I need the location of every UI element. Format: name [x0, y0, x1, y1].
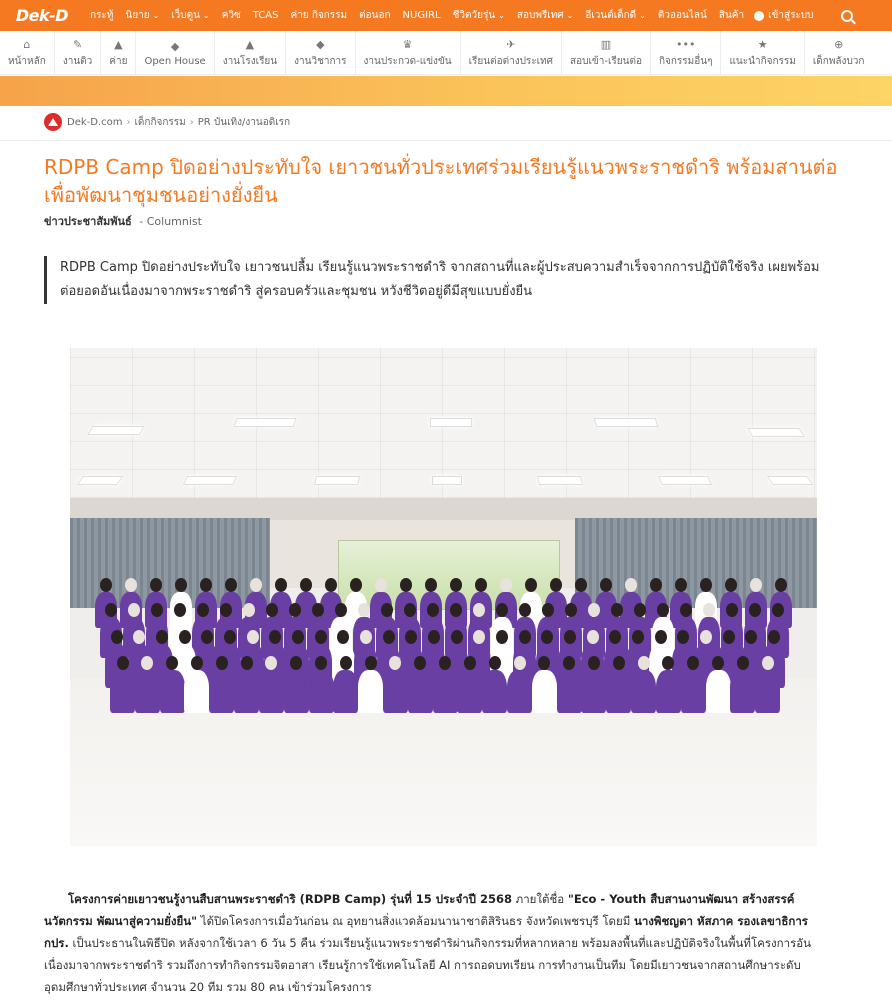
topnav-item-label: กระทู้: [90, 10, 114, 21]
photo-person-head: [400, 578, 412, 592]
topnav-item[interactable]: [165, 0, 215, 31]
photo-person-head: [111, 630, 123, 644]
photo-person: [457, 670, 482, 713]
photo-person-head: [315, 630, 327, 644]
photo-person: [433, 670, 458, 713]
graduation-cap-icon: ◆: [170, 39, 180, 53]
topnav-item[interactable]: [447, 0, 511, 31]
photo-person-head: [289, 603, 301, 617]
body-text: เป็นประธานในพิธีปิด หลังจากใช้เวลา 6 วัน 5 คืน ร่วมเรียนรู้แนวพระราชดำริผ่านกิจกรรมที่หลากหลาย พร้อมลงพื้นที่และปฏิบัติจริงในพื้นที่โครงการอันเนื่องมาจากพระราชดำริ รวมถึงการทำกิจกรรมจิตอาสา เรียนรู้การใช้เทคโนโลยี AI การถอดบทเรียน การทำงานเป็นทีม โดยมีเยาวชนจากสถานศึกษาระดับอุดมศึกษาทั่วประเทศ จำนวน 20 ทีม รวม 80 คน เข้าร่วมโครงการ: [44, 936, 812, 994]
photo-person: [333, 670, 358, 713]
photo-person: [581, 670, 606, 713]
photo-person-head: [358, 603, 370, 617]
photo-person-head: [335, 603, 347, 617]
photo-person-head: [750, 578, 762, 592]
photo-person: [681, 670, 706, 713]
photo-person-head: [489, 656, 501, 670]
chevron-down-icon: ⌄: [639, 11, 646, 20]
article-photo-group: [70, 348, 817, 846]
topnav-item-label: นิยาย: [125, 10, 150, 21]
photo-person-head: [475, 578, 487, 592]
dek-d-logo[interactable]: Dek-D: [15, 6, 69, 25]
photo-person: [656, 670, 681, 713]
photo-person-head: [383, 630, 395, 644]
photo-person: [234, 670, 259, 713]
photo-person-head: [632, 630, 644, 644]
photo-person-head: [128, 603, 140, 617]
photo-person-head: [428, 630, 440, 644]
photo-person: [358, 670, 383, 713]
photo-person-head: [634, 603, 646, 617]
photo-person-head: [675, 578, 687, 592]
photo-person-head: [381, 603, 393, 617]
photo-person-head: [625, 578, 637, 592]
photo-person-head: [725, 578, 737, 592]
photo-person-head: [550, 578, 562, 592]
photo-person: [706, 670, 731, 713]
category-nav-item[interactable]: [101, 31, 136, 75]
breadcrumb-separator: ›: [126, 116, 131, 128]
author-name-link[interactable]: ข่าวประชาสัมพันธ์: [44, 215, 132, 228]
photo-person-head: [340, 656, 352, 670]
photo-person: [532, 670, 557, 713]
category-nav-item[interactable]: [805, 31, 873, 75]
top-navigation-bar: [0, 0, 892, 31]
category-nav-label: หน้าหลัก: [8, 55, 46, 67]
category-nav-label: งานประกวด-แข่งขัน: [363, 55, 452, 67]
photo-person-head: [439, 656, 451, 670]
article-byline: [44, 212, 202, 230]
photo-person-head: [473, 603, 485, 617]
photo-person-head: [191, 656, 203, 670]
photo-person-head: [588, 603, 600, 617]
login-button[interactable]: [754, 0, 813, 31]
topnav-item[interactable]: [511, 0, 579, 31]
photo-person-head: [565, 603, 577, 617]
photo-person-head: [712, 656, 724, 670]
topnav-item-label: อีเวนต์เด็กดี: [585, 10, 637, 21]
photo-person-head: [105, 603, 117, 617]
topnav-item-label: ควิซ: [221, 10, 241, 21]
photo-person-head: [450, 603, 462, 617]
chevron-down-icon: ⌄: [498, 11, 505, 20]
topnav-item[interactable]: [84, 0, 119, 31]
topnav-item[interactable]: [652, 0, 713, 31]
article-body-paragraph: [44, 888, 834, 998]
photo-person-head: [427, 603, 439, 617]
category-nav-item[interactable]: [721, 31, 804, 75]
plus-circle-icon: ⊕: [834, 37, 844, 51]
photo-person: [284, 670, 309, 713]
breadcrumb: [44, 113, 290, 131]
photo-person-head: [117, 656, 129, 670]
article-title: RDPB Camp ปิดอย่างประทับใจ เยาวชนทั่วประเทศร่วมเรียนรู้แนวพระราชดำริ พร้อมสานต่อเพื่อพัฒนาชุมชนอย่างยั่งยืน: [44, 155, 838, 207]
photo-person: [135, 670, 160, 713]
category-nav-item[interactable]: [356, 31, 461, 75]
photo-person: [557, 670, 582, 713]
photo-person-head: [360, 630, 372, 644]
ceiling-light: [430, 418, 472, 427]
photo-person-head: [700, 578, 712, 592]
photo-person-head: [350, 578, 362, 592]
category-nav-item[interactable]: [286, 31, 355, 75]
breadcrumb-subcategory-link[interactable]: PR บันเทิง/งานอดิเรก: [197, 116, 291, 128]
photo-person-head: [241, 656, 253, 670]
photo-person-head: [300, 578, 312, 592]
photo-person-head: [525, 578, 537, 592]
topnav-item-label: NUGIRL: [402, 10, 441, 21]
topnav-item[interactable]: [353, 0, 396, 31]
photo-person-head: [519, 630, 531, 644]
photo-person-head: [496, 603, 508, 617]
photo-person-head: [680, 603, 692, 617]
photo-windows: [70, 498, 817, 520]
photo-person-head: [775, 578, 787, 592]
topnav-item[interactable]: [397, 0, 447, 31]
photo-person-head: [425, 578, 437, 592]
photo-person: [755, 670, 780, 713]
photo-person-head: [312, 603, 324, 617]
photo-person-head: [197, 603, 209, 617]
ceiling-light: [234, 418, 297, 427]
photo-person-head: [216, 656, 228, 670]
photo-person: [383, 670, 408, 713]
photo-person-head: [275, 578, 287, 592]
topnav-menu: [84, 0, 750, 31]
photo-person-head: [564, 630, 576, 644]
photo-crowd: [90, 578, 800, 713]
user-icon: [754, 11, 764, 21]
university-icon: ▥: [600, 37, 612, 51]
topnav-item-label: ค่าย กิจกรรม: [290, 10, 348, 21]
ceiling-light: [767, 476, 813, 485]
photo-person-head: [723, 630, 735, 644]
photo-person-head: [600, 578, 612, 592]
category-nav-label: งานวิชาการ: [294, 55, 347, 67]
photo-person-head: [514, 656, 526, 670]
category-nav-label: กิจกรรมอื่นๆ: [658, 55, 713, 67]
promo-banner[interactable]: [0, 76, 892, 106]
ceiling-light: [183, 476, 237, 485]
breadcrumb-home-link[interactable]: Dek-D.com: [67, 116, 123, 128]
category-nav-label: สอบเข้า-เรียนต่อ: [570, 55, 642, 67]
ceiling-light: [432, 476, 462, 485]
photo-person-head: [451, 630, 463, 644]
photo-person: [309, 670, 334, 713]
photo-person-head: [266, 603, 278, 617]
photo-person-head: [768, 630, 780, 644]
photo-person-head: [587, 630, 599, 644]
ceiling-light: [658, 476, 712, 485]
photo-person-head: [150, 578, 162, 592]
category-nav-item[interactable]: [136, 31, 214, 75]
ceiling-light: [594, 418, 659, 427]
camp-icon: ▲: [114, 37, 123, 51]
body-text: ได้ปิดโครงการเมื่อวันก่อน ณ อุทยานสิ่งแวดล้อมนานาชาติสิรินธร จังหวัดเพชรบุรี โดยมี: [197, 914, 634, 928]
photo-person: [110, 670, 135, 713]
chevron-down-icon: ⌄: [202, 11, 210, 20]
photo-person-head: [772, 603, 784, 617]
dek-d-small-logo-icon: [44, 113, 62, 131]
photo-person-head: [225, 578, 237, 592]
photo-person-head: [404, 603, 416, 617]
home-icon: ⌂: [23, 37, 31, 51]
photo-person-head: [496, 630, 508, 644]
category-nav-label: เด็กพลังบวก: [812, 55, 865, 67]
header-divider: [0, 140, 892, 141]
topnav-item[interactable]: [216, 0, 247, 31]
photo-person: [160, 670, 185, 713]
photo-person: [408, 670, 433, 713]
photo-person-head: [500, 578, 512, 592]
chevron-down-icon: ⌄: [566, 11, 574, 20]
photo-person-head: [542, 603, 554, 617]
topnav-item[interactable]: [713, 0, 750, 31]
body-bold-text: "Eco - Youth สืบสานงานพัฒนา สร้างสรรค์นวัตกรรม พัฒนาสู่ความยั่งยืน": [44, 892, 795, 928]
photo-person-head: [250, 578, 262, 592]
category-navigation: [0, 31, 892, 75]
category-nav-item[interactable]: [562, 31, 651, 75]
category-nav-item[interactable]: [651, 31, 722, 75]
teach-icon: ✎: [72, 37, 83, 51]
more-dots-icon: •••: [675, 37, 696, 51]
school-icon: ▲: [245, 37, 255, 51]
body-text: ภายใต้ชื่อ: [511, 892, 568, 906]
photo-person: [631, 670, 656, 713]
category-nav-label: Open House: [144, 55, 206, 67]
category-nav-item[interactable]: [461, 31, 562, 75]
trophy-icon: ♛: [402, 37, 413, 51]
author-role: - Columnist: [139, 215, 202, 228]
photo-person-head: [613, 656, 625, 670]
ceiling-light: [314, 476, 360, 485]
photo-person-head: [762, 656, 774, 670]
photo-person-head: [200, 578, 212, 592]
photo-person-head: [243, 603, 255, 617]
photo-person-head: [519, 603, 531, 617]
category-nav-item[interactable]: [0, 31, 55, 75]
ceiling-light: [87, 426, 144, 435]
topnav-item-label: สอบพรีเทศ: [516, 10, 564, 21]
category-nav-item[interactable]: [215, 31, 286, 75]
topnav-item-label: สินค้า: [718, 10, 745, 21]
photo-person-head: [220, 603, 232, 617]
photo-person-head: [700, 630, 712, 644]
photo-person-head: [657, 603, 669, 617]
category-nav-label: แนะนำกิจกรรม: [729, 55, 796, 67]
body-bold-text: นางพิชญดา หัสภาค รองเลขาธิการ กปร.: [44, 914, 808, 950]
chevron-down-icon: ⌄: [152, 11, 160, 20]
star-icon: ★: [757, 37, 768, 51]
photo-person: [209, 670, 234, 713]
search-button[interactable]: [822, 0, 872, 31]
photo-person-head: [464, 656, 476, 670]
photo-person-head: [224, 630, 236, 644]
photo-person-head: [156, 630, 168, 644]
academic-icon: ◆: [316, 37, 325, 51]
photo-person-head: [749, 603, 761, 617]
breadcrumb-separator: ›: [189, 116, 194, 128]
topnav-item-label: ต่อนอก: [359, 10, 391, 21]
topnav-item[interactable]: [284, 0, 353, 31]
topnav-item[interactable]: [579, 0, 652, 31]
photo-person-head: [737, 656, 749, 670]
topnav-item-label: เว็บตูน: [171, 10, 200, 21]
photo-person: [507, 670, 532, 713]
photo-person-head: [125, 578, 137, 592]
category-nav-label: ค่าย: [109, 55, 128, 67]
photo-person-head: [588, 656, 600, 670]
breadcrumb-category-link[interactable]: เด็กกิจกรรม: [134, 116, 186, 128]
photo-person-head: [174, 603, 186, 617]
photo-person-head: [100, 578, 112, 592]
photo-person-head: [638, 656, 650, 670]
photo-person: [482, 670, 507, 713]
search-icon: [841, 10, 853, 22]
photo-person: [606, 670, 631, 713]
photo-person-head: [247, 630, 259, 644]
topnav-item-label: ติวออนไลน์: [657, 10, 707, 21]
topnav-item[interactable]: [247, 0, 285, 31]
topnav-item-label: ชีวิตวัยรุ่น: [452, 10, 496, 21]
photo-person: [184, 670, 209, 713]
photo-person-head: [655, 630, 667, 644]
category-nav-label: งานติว: [62, 55, 93, 67]
photo-person-head: [450, 578, 462, 592]
plane-icon: ✈: [506, 37, 516, 51]
topnav-item-label: TCAS: [252, 10, 279, 21]
body-bold-text: โครงการค่ายเยาวชนรู้งานสืบสานพระราชดำริ (RDPB Camp) รุ่นที่ 15 ประจำปี 2568: [68, 892, 512, 906]
login-label: เข้าสู่ระบบ: [768, 10, 814, 21]
photo-person-head: [650, 578, 662, 592]
photo-person-head: [375, 578, 387, 592]
photo-person-head: [325, 578, 337, 592]
ceiling-light: [77, 476, 123, 485]
photo-person-head: [292, 630, 304, 644]
photo-person-head: [703, 603, 715, 617]
category-nav-item[interactable]: [55, 31, 101, 75]
article-lead-quote: RDPB Camp ปิดอย่างประทับใจ เยาวชนปลื้ม เรียนรู้แนวพระราชดำริ จากสถานที่และผู้ประสบความสำเร็จจากการปฏิบัติใช้จริง เผยพร้อมต่อยอดอันเนื่องมาจากพระราชดำริ สู่ครอบครัวและชุมชน หวังชีวิตอยู่ดีมีสุขแบบยั่งยืน: [44, 256, 824, 304]
photo-person-head: [175, 578, 187, 592]
category-nav-label: เรียนต่อต่างประเทศ: [468, 55, 554, 67]
photo-person-head: [151, 603, 163, 617]
photo-person: [259, 670, 284, 713]
ceiling-light: [537, 476, 583, 485]
photo-person-head: [726, 603, 738, 617]
photo-person-head: [179, 630, 191, 644]
photo-person-head: [575, 578, 587, 592]
photo-person-head: [365, 656, 377, 670]
topnav-item[interactable]: [119, 0, 165, 31]
photo-person-head: [611, 603, 623, 617]
category-nav-label: งานโรงเรียน: [222, 55, 278, 67]
ceiling-light: [747, 428, 804, 437]
photo-person-head: [315, 656, 327, 670]
photo-person: [730, 670, 755, 713]
